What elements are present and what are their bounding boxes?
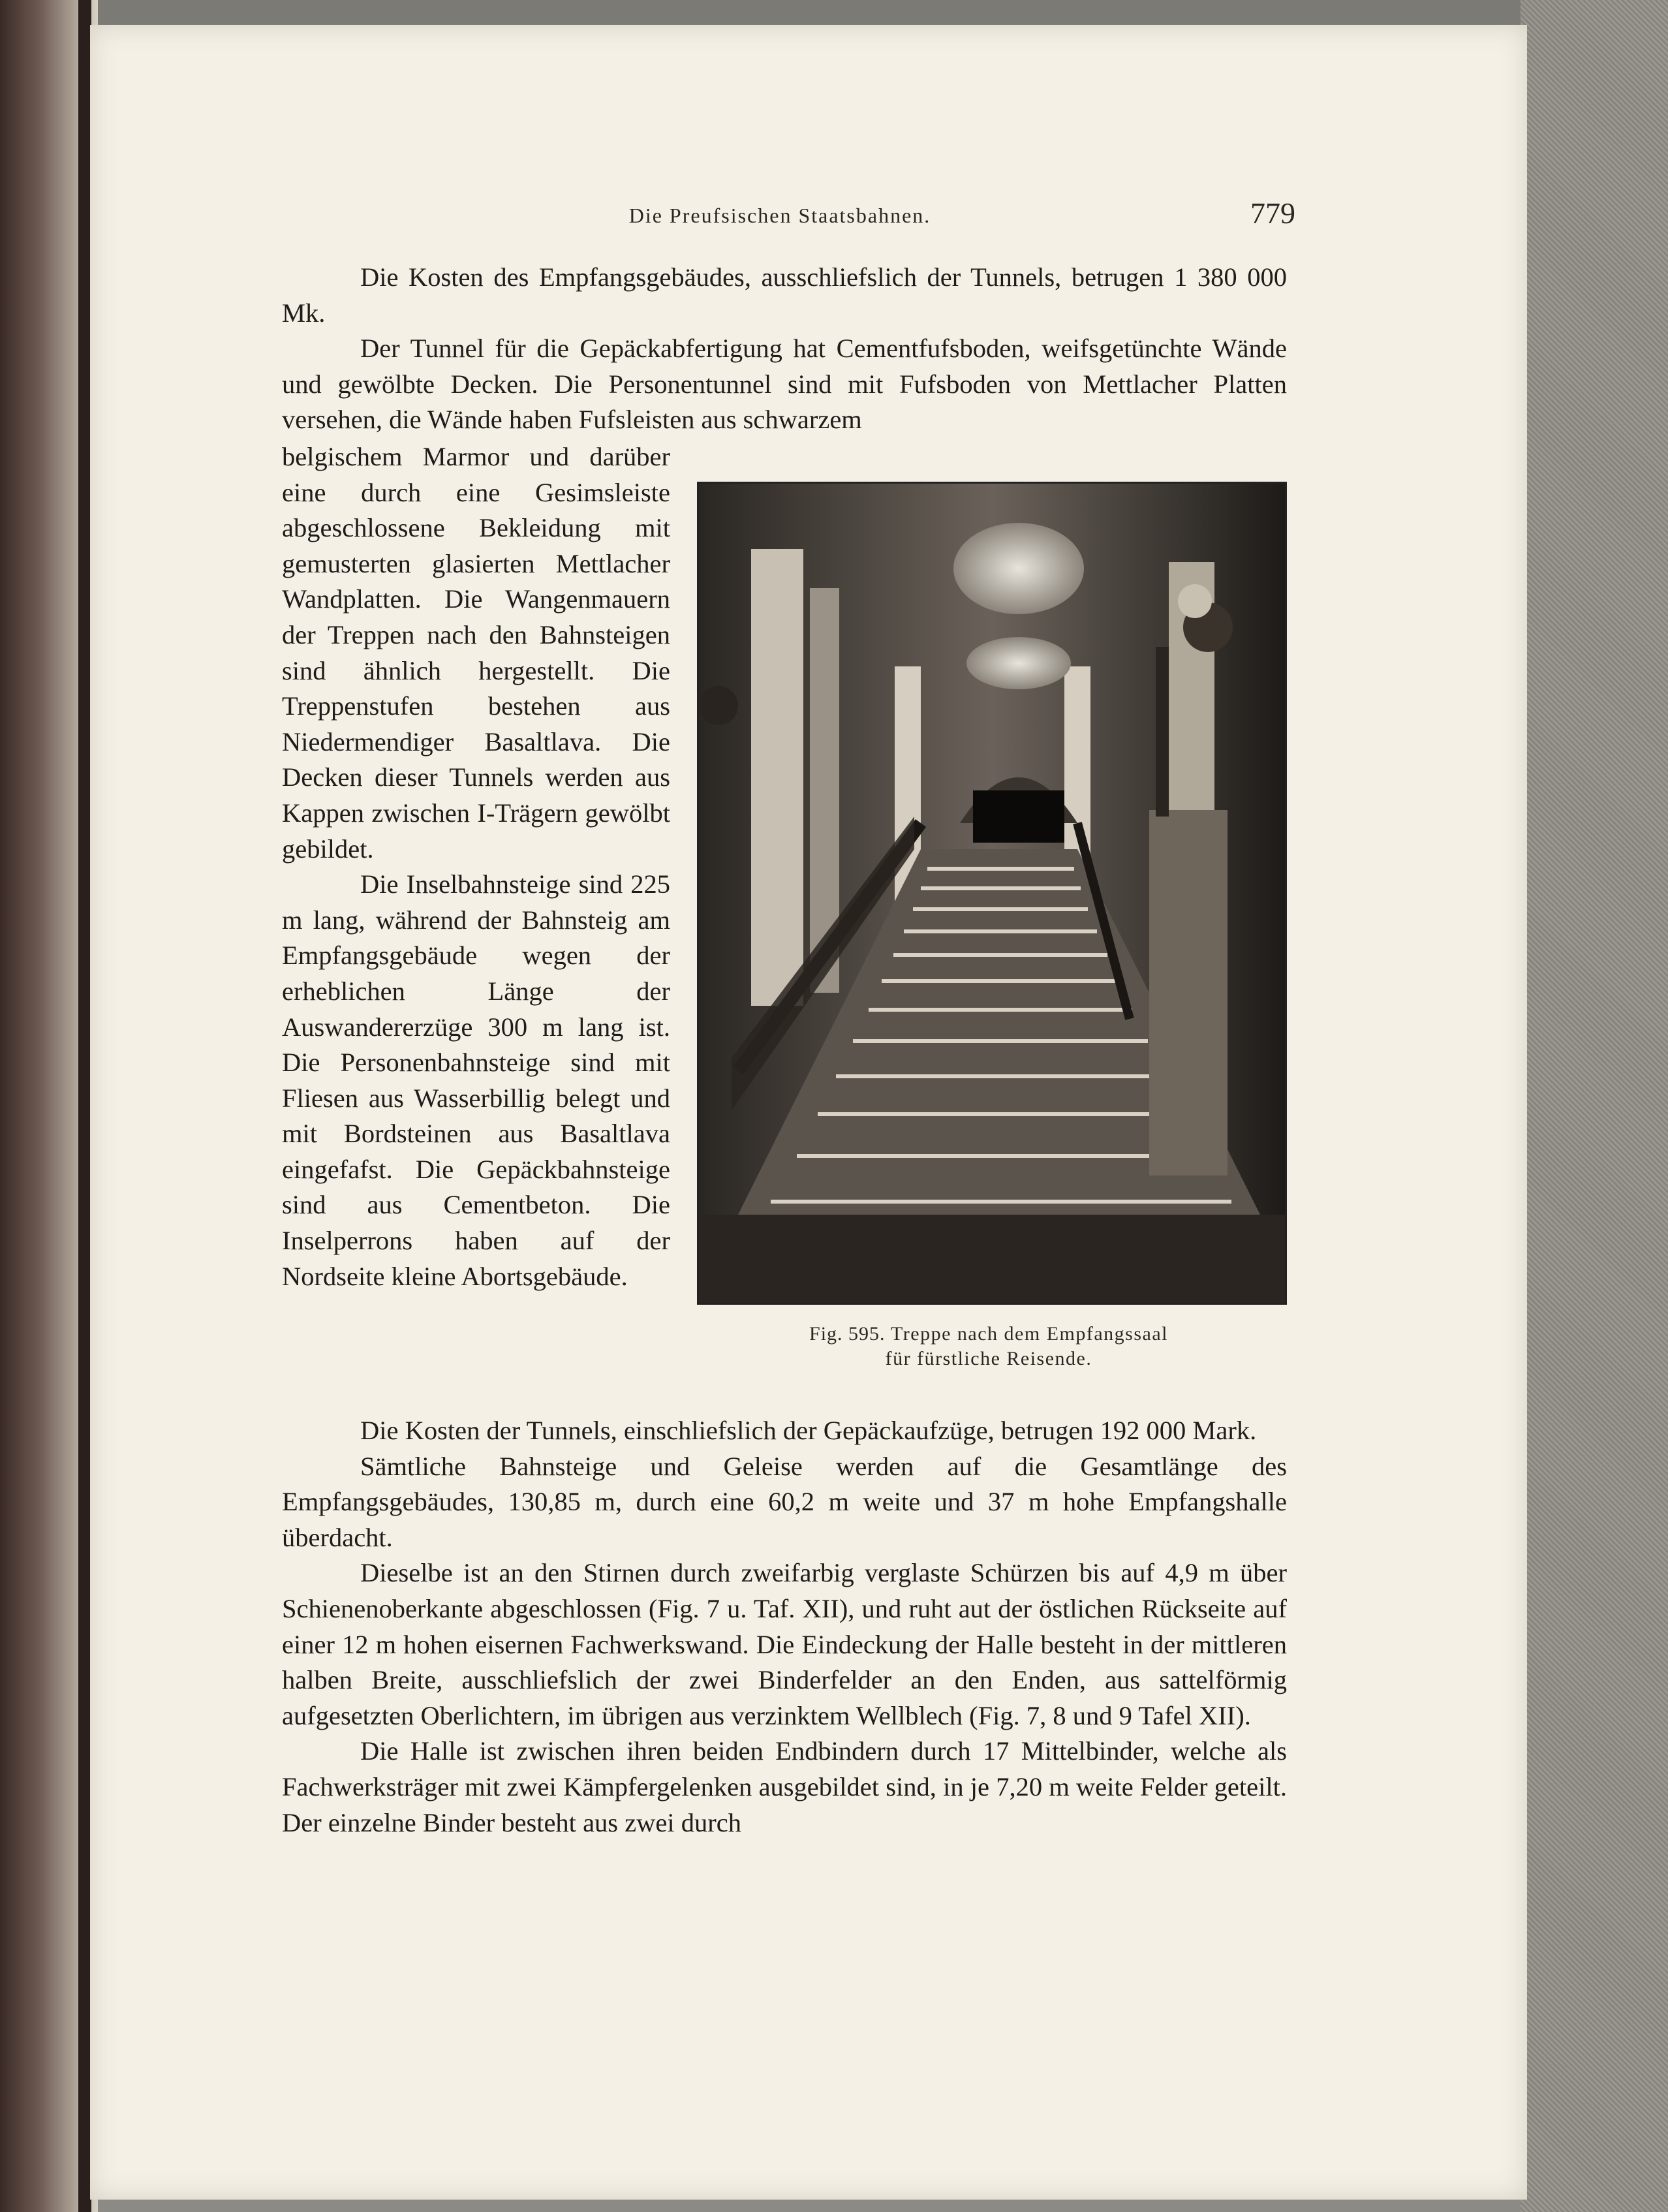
skylight-dome (953, 523, 1084, 614)
paragraph: belgischem Marmor und darüber eine durch eine Gesimsleiste abgeschlossene Bekleidung mit gemusterten glasierten Mettlacher Wandplatten. Die Wangenmauern der Treppen nach den Bahnsteigen sind ähnlich hergestellt. Die Treppenstufen bestehen aus Niedermendiger Basaltlava. Die Decken dieser Tunnels werden aus Kappen zwischen I-Trägern gewölbt gebildet. (282, 442, 670, 864)
figure-number: Fig. 595. (809, 1323, 886, 1345)
paragraph: Dieselbe ist an den Stirnen durch zweifarbig verglaste Schürzen bis auf 4,9 m über Schienenoberkante abgeschlossen (Fig. 7 u. Taf. XII), und ruht aut der östlichen Rückseite auf einer 12 m hohen eisernen Fachwerkswand. Die Eindeckung der Halle besteht in der mittleren halben Breite, ausschliefslich der zwei Binderfelder an den Enden, aus sattelförmig aufgesetzten Oberlichtern, im übrigen aus verzinktem Wellblech (Fig. 7, 8 und 9 Tafel XII). (282, 1558, 1287, 1730)
book-cloth-right (1521, 0, 1668, 2212)
text-block-bottom (282, 1413, 1287, 1841)
paragraph: Die Kosten des Empfangsgebäudes, ausschliefslich der Tunnels, betrugen 1 380 000 Mk. (282, 262, 1287, 328)
paragraph: Der Tunnel für die Gepäckabfertigung hat Cementfufsboden, weifsgetünchte Wände und gewölbte Decken. Die Personentunnel sind mit Fufsboden von Mettlacher Platten versehen, die Wände haben Fufsleisten aus schwarzem (282, 334, 1287, 435)
paragraph: Die Kosten der Tunnels, einschliefslich der Gepäckaufzüge, betrugen 192 000 Mark. (360, 1416, 1257, 1445)
paragraph: Sämtliche Bahnsteige und Geleise werden auf die Gesamtlänge des Empfangsgebäudes, 130,85 m, durch eine 60,2 m weite und 37 m hohe Empfangshalle überdacht. (282, 1451, 1287, 1552)
column-pedestal (1149, 810, 1228, 1176)
spine-edge (78, 0, 91, 2212)
caption-text: Treppe nach dem Empfangssaal (891, 1323, 1168, 1345)
page-number: 779 (1250, 196, 1295, 230)
book-spine-left (0, 0, 98, 2212)
caption-line: für fürstliche Reisende. (885, 1348, 1092, 1369)
text-block-top (282, 260, 1287, 438)
running-header (264, 196, 1295, 235)
figure-photo-staircase (697, 482, 1287, 1305)
caption-line (718, 1322, 1259, 1347)
running-title: Die Preufsischen Staatsbahnen. (628, 204, 931, 227)
text-column-left (282, 439, 670, 1294)
book-cover-top (0, 0, 1668, 26)
paragraph: Die Halle ist zwischen ihren beiden Endbindern durch 17 Mittelbinder, welche als Fachwerksträger mit zwei Kämpfergelenken ausgebildet sind, in je 7,20 m weite Felder geteilt. Der einzelne Binder besteht aus zwei durch (282, 1736, 1287, 1837)
staircase-illustration (699, 484, 1285, 1303)
figure-caption (718, 1322, 1259, 1371)
skylight-dome (966, 637, 1071, 689)
paragraph: Die Inselbahnsteige sind 225 m lang, während der Bahnsteig am Empfangsgebäude wegen der erheblichen Länge der Auswandererzüge 300 m lang ist. Die Personenbahnsteige sind mit Fliesen aus Wasserbillig belegt und mit Bordsteinen aus Basaltlava eingefafst. Die Gepäckbahnsteige sind aus Cementbeton. Die Inselperrons haben auf der Nordseite kleine Abortsgebäude. (282, 869, 670, 1291)
